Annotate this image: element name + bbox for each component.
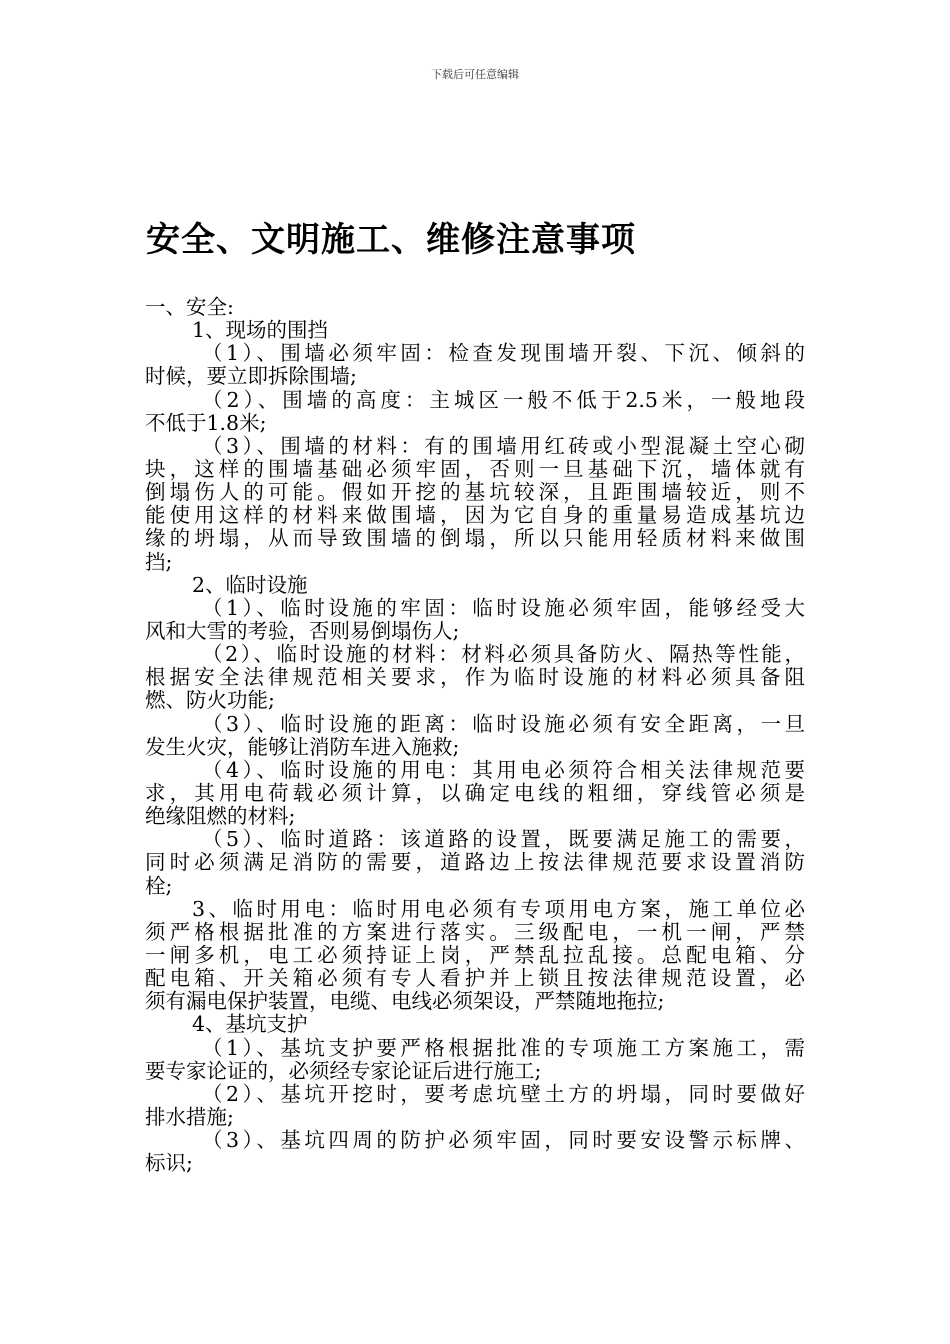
text-line: 挡; (145, 549, 173, 574)
text-line: （2）、围墙的高度：主城区一般不低于2.5米，一般地段 (202, 387, 805, 412)
text-line: 能使用这样的材料来做围墙，因为它自身的重量易造成基坑边 (145, 503, 805, 528)
text-line: 同时必须满足消防的需要，道路边上按法律规范要求设置消防 (145, 850, 805, 875)
text-line: 1、现场的围挡 (192, 318, 329, 343)
text-line: （5）、临时道路：该道路的设置，既要满足施工的需要， (202, 827, 805, 852)
text-line: 排水措施; (145, 1104, 234, 1129)
text-line: 3、临时用电：临时用电必须有专项用电方案，施工单位必 (192, 896, 805, 921)
text-line: （1）、临时设施的牢固：临时设施必须牢固，能够经受大 (202, 595, 805, 620)
document-title: 安全、文明施工、维修注意事项 (146, 220, 636, 260)
text-line: （1）、基坑支护要严格根据批准的专项施工方案施工，需 (202, 1035, 805, 1060)
text-line: 栓; (145, 873, 173, 898)
text-line: 须有漏电保护装置，电缆、电线必须架设，严禁随地拖拉; (145, 989, 665, 1014)
text-line: 求，其用电荷载必须计算，以确定电线的粗细，穿线管必须是 (145, 780, 805, 805)
text-line: （3）、基坑四周的防护必须牢固，同时要安设警示标牌、 (202, 1128, 805, 1153)
text-line: 缘的坍塌，从而导致围墙的倒塌，所以只能用轻质材料来做围 (145, 526, 805, 551)
text-line: 标识; (145, 1151, 193, 1176)
text-line: （1）、围墙必须牢固：检查发现围墙开裂、下沉、倾斜的 (202, 341, 805, 366)
text-line: 风和大雪的考验，否则易倒塌伤人; (145, 618, 460, 643)
text-line: 一闸多机，电工必须持证上岗，严禁乱拉乱接。总配电箱、分 (145, 942, 805, 967)
text-line: （3）、围墙的材料：有的围墙用红砖或小型混凝土空心砌 (202, 433, 805, 458)
text-line: 4、基坑支护 (192, 1012, 308, 1037)
text-line: 根据安全法律规范相关要求，作为临时设施的材料必须具备阻 (145, 665, 805, 690)
text-line: 时候，要立即拆除围墙; (145, 364, 357, 389)
text-line: 一、安全: (145, 295, 234, 319)
text-line: 配电箱、开关箱必须有专人看护并上锁且按法律规范设置，必 (145, 966, 805, 991)
text-line: 块，这样的围墙基础必须牢固，否则一旦基础下沉，墙体就有 (145, 456, 805, 481)
text-line: 倒塌伤人的可能。假如开挖的基坑较深，且距围墙较近，则不 (145, 480, 805, 505)
text-line: 要专家论证的，必须经专家论证后进行施工; (145, 1058, 542, 1083)
text-line: （3）、临时设施的距离：临时设施必须有安全距离，一旦 (202, 711, 805, 736)
text-line: （4）、临时设施的用电：其用电必须符合相关法律规范要 (202, 757, 805, 782)
text-line: （2）、基坑开挖时，要考虑坑壁土方的坍塌，同时要做好 (202, 1081, 805, 1106)
text-line: 须严格根据批准的方案进行落实。三级配电，一机一闸，严禁 (145, 919, 805, 944)
text-line: 绝缘阻燃的材料; (145, 804, 296, 829)
page-header-note: 下载后可任意编辑 (431, 68, 519, 81)
text-line: 不低于1.8米; (145, 410, 267, 435)
text-line: 燃、防火功能; (145, 688, 275, 713)
text-line: 2、临时设施 (192, 572, 308, 597)
text-line: 发生火灾，能够让消防车进入施救; (145, 734, 460, 759)
document-body (145, 296, 805, 1175)
text-line: （2）、临时设施的材料：材料必须具备防火、隔热等性能， (202, 642, 805, 667)
